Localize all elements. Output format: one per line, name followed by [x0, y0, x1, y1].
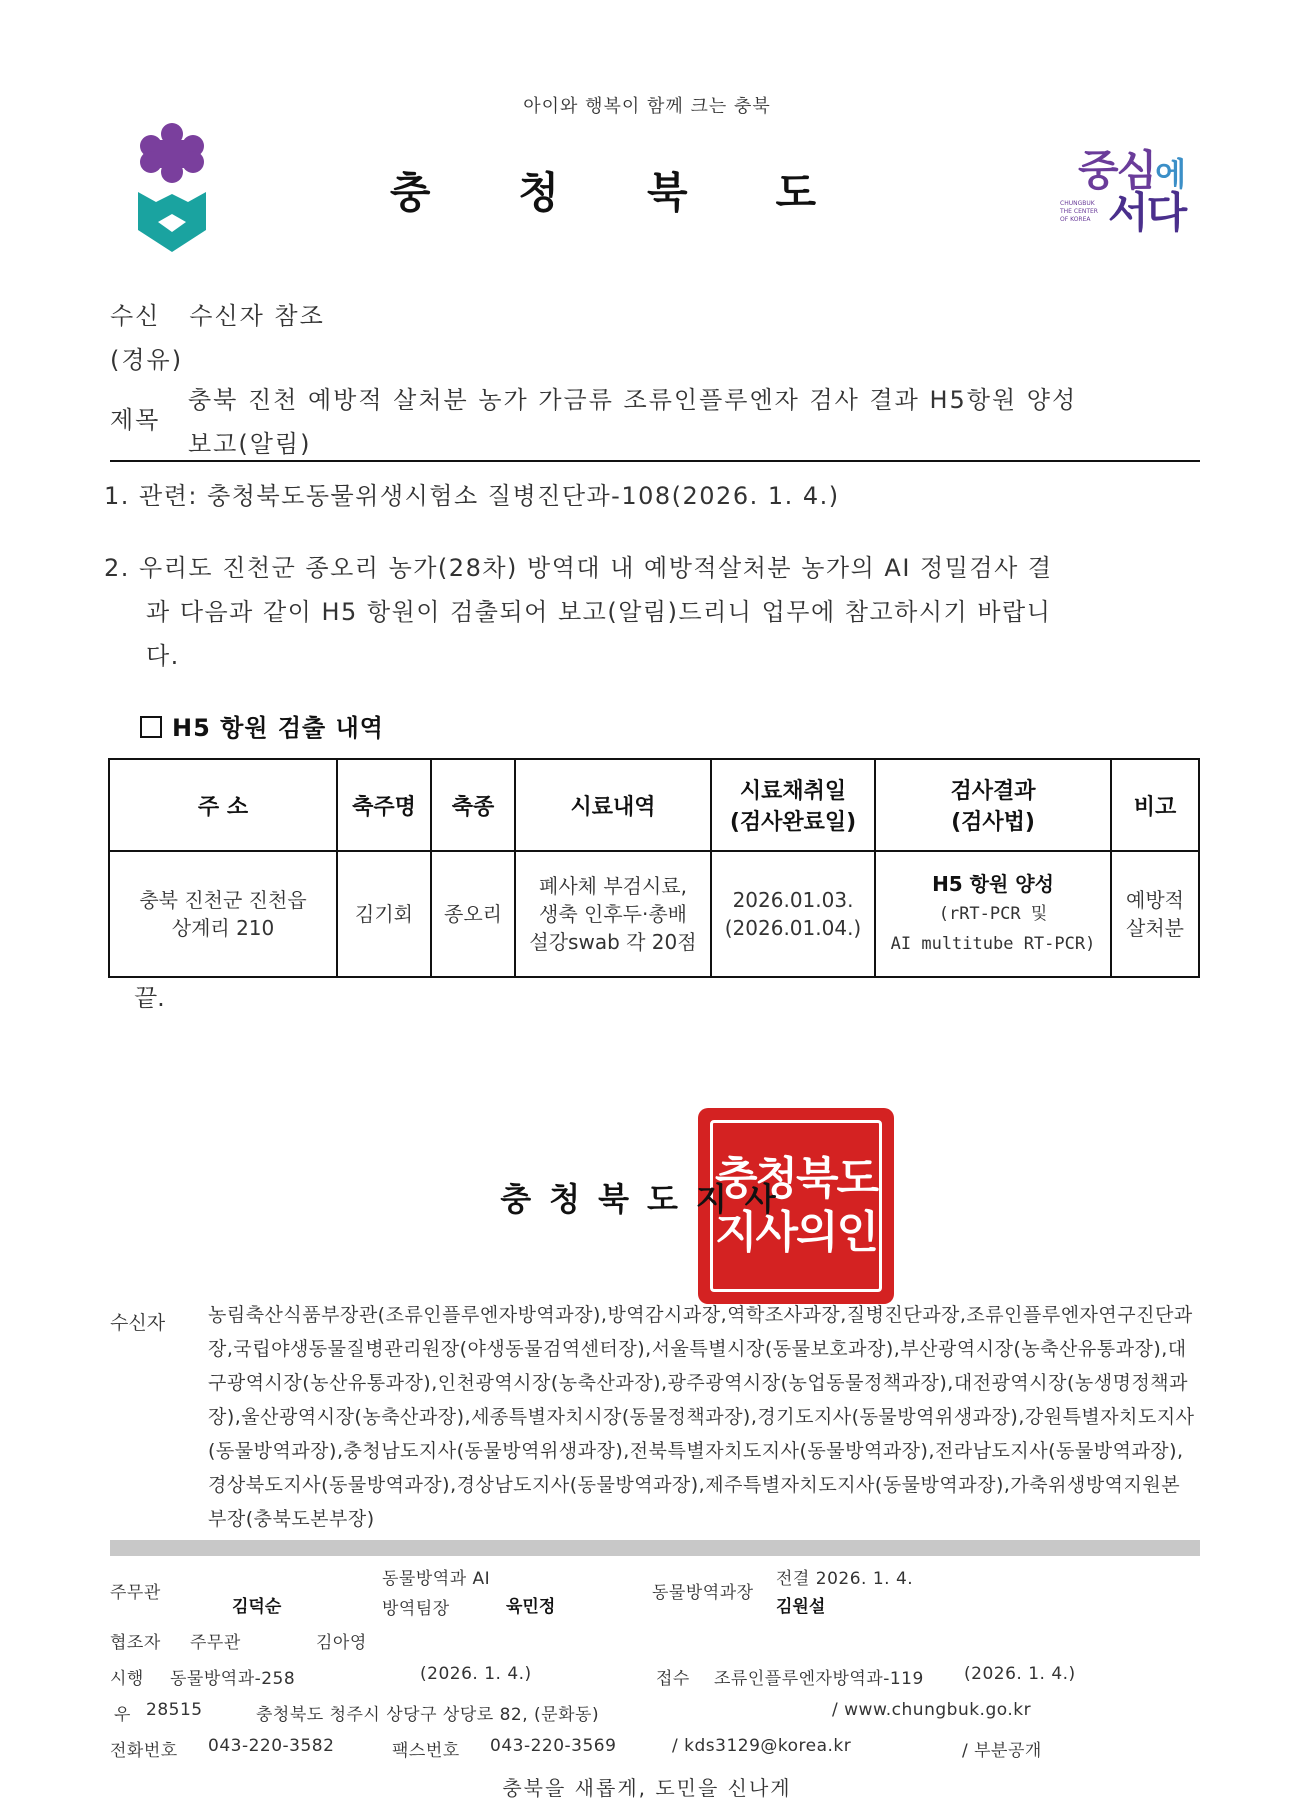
footer-divider-bar: [110, 1540, 1200, 1556]
distribution-label: 수신자: [110, 1312, 166, 1334]
cell-note: 예방적 살처분: [1111, 851, 1199, 977]
cell-result: H5 항원 양성 (rRT-PCR 및 AI multitube RT-PCR): [875, 851, 1111, 977]
subject-line-1: 충북 진천 예방적 살처분 농가 가금류 조류인플루엔자 검사 결과 H5항원 양성: [188, 386, 1078, 414]
receipt-label: 접수: [656, 1669, 690, 1689]
paragraph-notice: [104, 546, 1204, 678]
subject-label: 제목: [110, 406, 161, 434]
officer-label: 주무관: [110, 1583, 161, 1603]
cell-species: 종오리: [431, 851, 515, 977]
official-seal-stamp: 충청북도 지사의인: [698, 1108, 894, 1304]
final-approval-note: 전결 2026. 1. 4.: [776, 1569, 914, 1589]
cell-sample: 폐사체 부검시료, 생축 인후두·총배 설강swab 각 20점: [515, 851, 711, 977]
cell-owner: 김기회: [337, 851, 431, 977]
col-sample: 시료내역: [515, 759, 711, 851]
paragraph-notice-line-3: 다.: [146, 642, 180, 670]
table-header-row: [109, 759, 1199, 851]
col-owner: 축주명: [337, 759, 431, 851]
coop-label: 협조자: [110, 1633, 161, 1653]
zip-code: 28515: [146, 1700, 203, 1720]
subject-line-2: 보고(알림): [188, 430, 312, 458]
team-label-1: 동물방역과 AI: [382, 1569, 491, 1589]
col-result: 검사결과 (검사법): [875, 759, 1111, 851]
col-address: 주 소: [109, 759, 337, 851]
dept-label: 동물방역과장: [652, 1583, 754, 1603]
cell-date: 2026.01.03. (2026.01.04.): [711, 851, 875, 977]
detection-results-table: [108, 758, 1200, 978]
coop-role: 주무관: [190, 1633, 241, 1653]
recipient-line: 수신 수신자 참조: [110, 302, 325, 330]
exec-date: (2026. 1. 4.): [420, 1664, 532, 1684]
exec-number: 동물방역과-258: [170, 1669, 296, 1689]
via-line: (경유): [110, 346, 184, 374]
website-link[interactable]: / www.chungbuk.go.kr: [832, 1700, 1032, 1720]
zip-label: 우: [114, 1705, 131, 1725]
email-address[interactable]: / kds3129@korea.kr: [672, 1736, 852, 1756]
col-collect-date: 시료채취일 (검사완료일): [711, 759, 875, 851]
office-address: 충청북도 청주시 상당구 상당로 82, (문화동): [256, 1705, 600, 1725]
dept-head-name: 김원설: [776, 1597, 826, 1617]
coop-name: 김아영: [316, 1633, 367, 1653]
phone-label: 전화번호: [110, 1741, 178, 1761]
officer-name: 김덕순: [232, 1597, 282, 1617]
paragraph-notice-line-2: 과 다음과 같이 H5 항원이 검출되어 보고(알림)드리니 업무에 참고하시기 바랍니: [146, 598, 1052, 626]
header-divider: [110, 460, 1200, 462]
fax-number: 043-220-3569: [490, 1736, 617, 1756]
end-mark: 끝.: [134, 984, 165, 1012]
col-note: 비고: [1111, 759, 1199, 851]
phone-number: 043-220-3582: [208, 1736, 335, 1756]
closing-slogan: 충북을 새롭게, 도민을 신나게: [502, 1776, 792, 1800]
checkbox-square-icon: [140, 716, 162, 738]
brand-slogan-logo: 중심에 CHUNGBUK THE CENTER OF KOREA 서다: [1060, 146, 1186, 237]
issuer-name: 충청북도지사: [500, 1180, 794, 1218]
paragraph-notice-line-1: 2. 우리도 진천군 종오리 농가(28차) 방역대 내 예방적살처분 농가의 AI 정밀검사 결: [104, 554, 1053, 582]
col-species: 축종: [431, 759, 515, 851]
distribution-list: 농림축산식품부장관(조류인플루엔자방역과장),방역감시과장,역학조사과장,질병진단과장,조류인플루엔자연구진단과장,국립야생동물질병관리원장(야생동물검역센터장),서울특별시장(동물보호과장),부산광역시장(농축산유통과장),대구광역시장(농산유통과장),인천광역시장(농축산과장),광주광역시장(농업동물정책과장),대전광역시장(농생명정책과장),울산광역시장(농축산과장),세종특별자치시장(동물정책과장),경기도지사(동물방역위생과장),강원특별자치도지사(동물방역과장),충청남도지사(동물방역위생과장),전북특별자치도지사(동물방역과장),전라남도지사(동물방역과장),경상북도지사(동물방역과장),경상남도지사(동물방역과장),제주특별자치도지사(동물방역과장),가축위생방역지원본부장(충북도본부장): [208, 1304, 1195, 1530]
section-heading: H5 항원 검출 내역: [140, 708, 384, 743]
receipt-number: 조류인플루엔자방역과-119: [714, 1669, 924, 1689]
receipt-date: (2026. 1. 4.): [964, 1664, 1076, 1684]
organization-title: 충청북도: [389, 168, 905, 217]
table-row: [109, 851, 1199, 977]
fax-label: 팩스번호: [392, 1741, 460, 1761]
exec-label: 시행: [110, 1669, 144, 1689]
team-label-2: 방역팀장: [382, 1599, 450, 1619]
team-lead-name: 육민정: [506, 1597, 556, 1617]
cell-address: 충북 진천군 진천읍 상계리 210: [109, 851, 337, 977]
paragraph-reference: 1. 관련: 충청북도동물위생시험소 질병진단과-108(2026. 1. 4.): [104, 482, 840, 510]
header-slogan: 아이와 행복이 함께 크는 충북: [523, 96, 771, 117]
disclosure-status: / 부분공개: [962, 1741, 1042, 1761]
